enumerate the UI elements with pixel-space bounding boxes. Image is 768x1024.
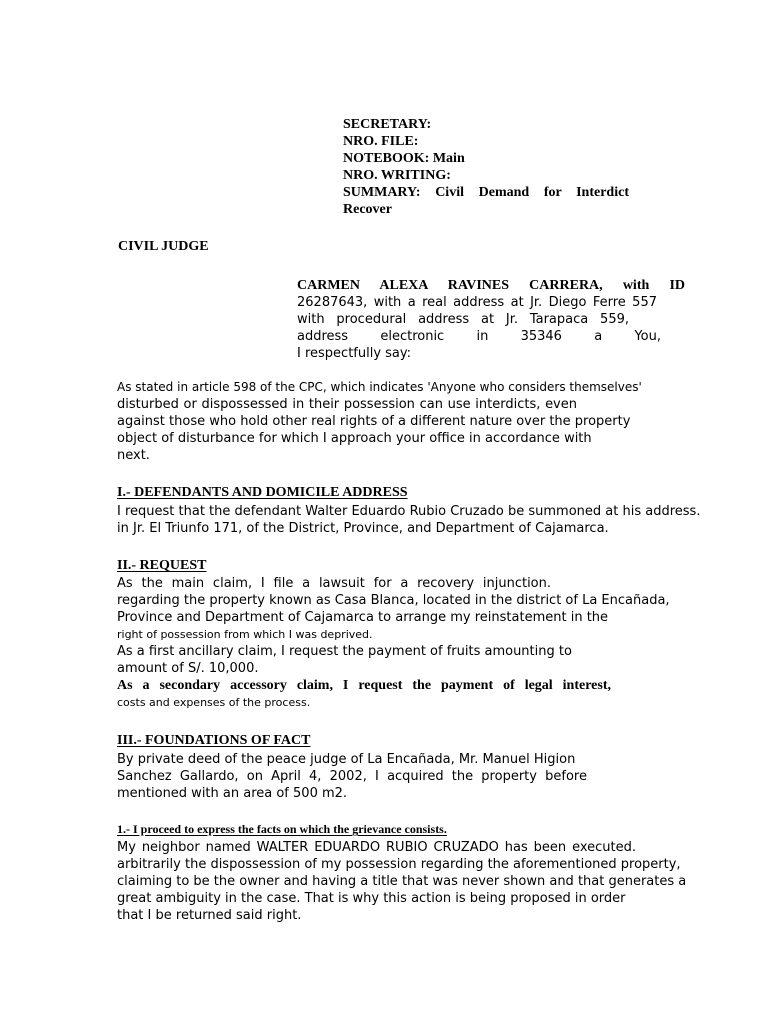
section-1-body (117, 503, 700, 537)
party-line-4: address electronic in 35346 a You, (297, 329, 661, 344)
subsection-1-line-4: great ambiguity in the case. That is why this action is being proposed in order (117, 891, 626, 906)
intro-line-1: As stated in article 598 of the CPC, which indicates 'Anyone who considers themselves' (117, 380, 642, 394)
section-2-line-6: amount of S/. 10,000. (117, 661, 259, 676)
summary-line-1: SUMMARY: Civil Demand for Interdict (343, 185, 629, 200)
intro-paragraph (117, 379, 677, 464)
subsection-1-line-2: arbitrarily the dispossession of my possession regarding the aforementioned property, (117, 857, 681, 872)
subsection-1-body (117, 839, 686, 924)
file-label: NRO. FILE: (343, 134, 419, 149)
section-1-line-1: I request that the defendant Walter Eduardo Rubio Cruzado be summoned at his address. (117, 504, 701, 519)
party-line-2: 26287643, with a real address at Jr. Diego Ferre 557 (297, 295, 657, 310)
writing-label: NRO. WRITING: (343, 168, 451, 183)
secretary-label: SECRETARY: (343, 117, 432, 132)
section-3-line-1: By private deed of the peace judge of La Encañada, Mr. Manuel Higion (117, 752, 576, 767)
party-block (297, 277, 685, 362)
section-2-heading: II.- REQUEST (117, 558, 207, 573)
party-line-3: with procedural address at Jr. Tarapaca 559, (297, 312, 629, 327)
intro-line-4: object of disturbance for which I approach your office in accordance with (117, 431, 592, 446)
section-2-line-5: As a first ancillary claim, I request the payment of fruits amounting to (117, 644, 572, 659)
section-2-line-3: Province and Department of Cajamarca to arrange my reinstatement in the (117, 610, 609, 625)
intro-line-5: next. (117, 448, 150, 463)
section-3-heading: III.- FOUNDATIONS OF FACT (117, 733, 311, 748)
section-3-body (117, 751, 587, 802)
subsection-1-line-5: that I be returned said right. (117, 908, 302, 923)
section-3-line-3: mentioned with an area of 500 m2. (117, 786, 348, 801)
subsection-1-line-3: claiming to be the owner and having a title that was never shown and that generates a (117, 874, 687, 889)
section-2-line-8: costs and expenses of the process. (117, 696, 311, 709)
section-1-heading: I.- DEFENDANTS AND DOMICILE ADDRESS (117, 485, 408, 500)
section-2-line-4: right of possession from which I was deprived. (117, 628, 373, 641)
section-2-line-2: regarding the property known as Casa Blanca, located in the district of La Encañada, (117, 593, 670, 608)
case-header (343, 116, 629, 218)
section-1-line-2: in Jr. El Triunfo 171, of the District, Province, and Department of Cajamarca. (117, 521, 609, 536)
party-line-1: CARMEN ALEXA RAVINES CARRERA, with ID (297, 278, 685, 293)
summary-line-2: Recover (343, 202, 392, 217)
intro-line-3: against those who hold other real rights of a different nature over the property (117, 414, 631, 429)
section-2-body (117, 575, 670, 711)
section-3-line-2: Sanchez Gallardo, on April 4, 2002, I acquired the property before (117, 769, 587, 784)
section-2-line-1: As the main claim, I file a lawsuit for a recovery injunction. (117, 576, 551, 591)
section-2-line-7: As a secondary accessory claim, I request the payment of legal interest, (117, 678, 611, 693)
addressee: CIVIL JUDGE (118, 239, 209, 254)
notebook-label: NOTEBOOK: Main (343, 151, 465, 166)
subsection-1-line-1: My neighbor named WALTER EDUARDO RUBIO CRUZADO has been executed. (117, 840, 636, 855)
party-line-5: I respectfully say: (297, 346, 412, 361)
intro-line-2: disturbed or dispossessed in their possession can use interdicts, even (117, 397, 577, 412)
subsection-1-heading: 1.- I proceed to express the facts on which the grievance consists. (117, 822, 447, 836)
